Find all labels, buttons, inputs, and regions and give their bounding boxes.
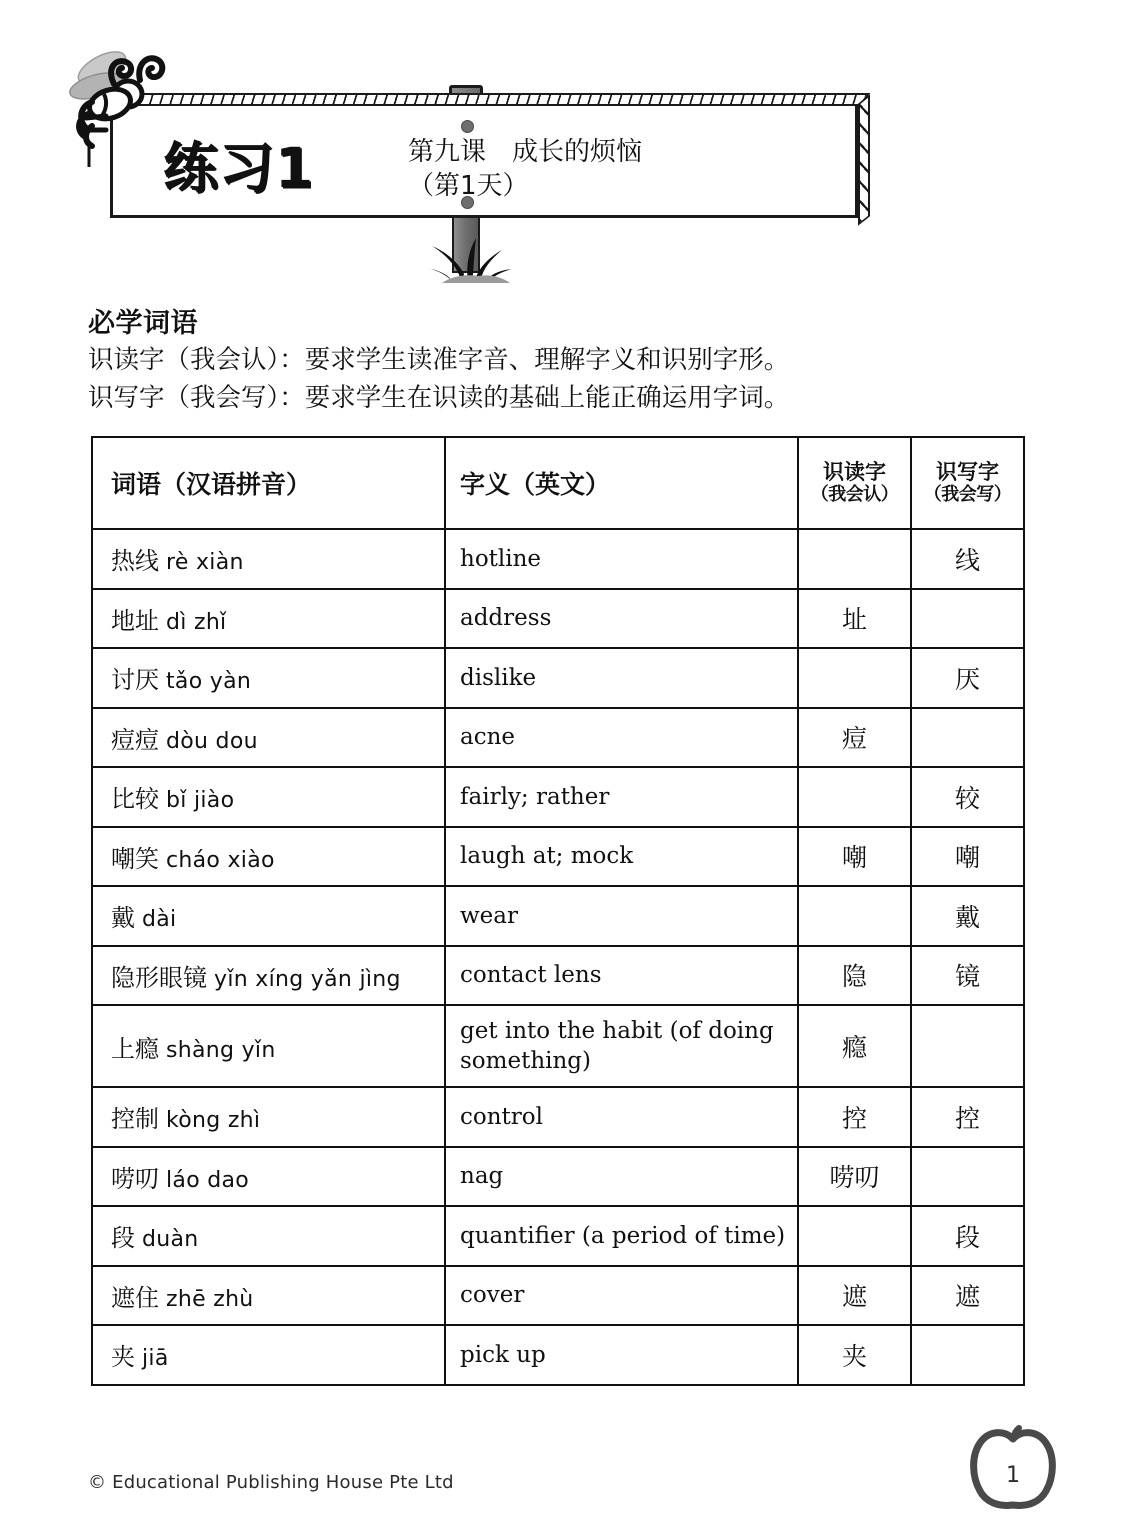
cell-word [92, 589, 445, 649]
cell-recognize-char: 隐 [798, 946, 911, 1006]
cell-meaning: quantifier (a period of time) [445, 1206, 798, 1266]
cell-meaning: laugh at; mock [445, 827, 798, 887]
cell-word [92, 1005, 445, 1087]
word-hanzi: 讨厌 [111, 666, 159, 695]
cell-recognize-char [798, 886, 911, 946]
cell-word [92, 1087, 445, 1147]
table-row [92, 1147, 1024, 1207]
cell-write-char [911, 589, 1024, 649]
cell-write-char: 戴 [911, 886, 1024, 946]
table-row [92, 529, 1024, 589]
word-pinyin: jiā [142, 1346, 169, 1372]
word-hanzi: 戴 [111, 904, 135, 933]
cell-recognize-char [798, 767, 911, 827]
cell-word [92, 767, 445, 827]
column-header-meaning: 字义（英文） [445, 437, 798, 529]
word-hanzi: 痘痘 [111, 725, 159, 754]
table-row [92, 1005, 1024, 1087]
cell-meaning: wear [445, 886, 798, 946]
column-header-recognize-main: 识读字 [823, 460, 886, 485]
cell-write-char [911, 708, 1024, 768]
cell-write-char: 厌 [911, 648, 1024, 708]
section-heading: 必学词语 [88, 308, 198, 339]
cell-meaning: nag [445, 1147, 798, 1207]
word-hanzi: 地址 [111, 606, 159, 635]
word-hanzi: 热线 [111, 547, 159, 576]
cell-write-char: 嘲 [911, 827, 1024, 887]
section-note-recognize: 识读字（我会认）：要求学生读准字音、理解字义和识别字形。 [88, 345, 790, 375]
cell-word [92, 529, 445, 589]
word-hanzi: 比较 [111, 785, 159, 814]
cell-meaning: acne [445, 708, 798, 768]
page-number: 1 [1006, 1463, 1020, 1488]
cell-meaning: fairly; rather [445, 767, 798, 827]
column-header-write [911, 437, 1024, 529]
cell-word [92, 1147, 445, 1207]
cell-word [92, 648, 445, 708]
grass-tuft [408, 228, 528, 283]
cell-meaning: dislike [445, 648, 798, 708]
cell-recognize-char: 瘾 [798, 1005, 911, 1087]
word-hanzi: 上瘾 [111, 1034, 159, 1063]
word-pinyin: duàn [142, 1227, 199, 1253]
word-hanzi: 遮住 [111, 1283, 159, 1312]
table-row [92, 827, 1024, 887]
cell-recognize-char: 嘲 [798, 827, 911, 887]
column-header-recognize-sub: （我会认） [810, 483, 899, 505]
word-hanzi: 夹 [111, 1343, 135, 1372]
signboard-header [0, 0, 1124, 300]
cell-word [92, 1325, 445, 1385]
table-header [92, 437, 1024, 529]
table-header-row [92, 437, 1024, 529]
word-pinyin: dài [142, 907, 177, 933]
word-pinyin: kòng zhì [166, 1108, 261, 1134]
table-row [92, 767, 1024, 827]
vocabulary-table [91, 436, 1025, 1386]
cell-word [92, 886, 445, 946]
lesson-day: （第1天） [408, 171, 529, 202]
cell-recognize-char: 遮 [798, 1266, 911, 1326]
cell-word [92, 1266, 445, 1326]
exercise-title: 练习1 [163, 136, 315, 200]
cell-write-char: 线 [911, 529, 1024, 589]
word-pinyin: dì zhǐ [166, 609, 227, 635]
table-row [92, 946, 1024, 1006]
cell-write-char [911, 1325, 1024, 1385]
word-pinyin: láo dao [166, 1167, 250, 1193]
cell-recognize-char: 痘 [798, 708, 911, 768]
word-hanzi: 控制 [111, 1105, 159, 1134]
copyright-text: © Educational Publishing House Pte Ltd [88, 1472, 454, 1493]
cell-word [92, 946, 445, 1006]
word-pinyin: zhē zhù [166, 1286, 254, 1312]
signboard-right-bevel [858, 94, 870, 225]
cell-write-char [911, 1005, 1024, 1087]
cell-meaning: address [445, 589, 798, 649]
cell-meaning: contact lens [445, 946, 798, 1006]
cell-meaning: get into the habit (of doing something) [445, 1005, 798, 1087]
cell-write-char: 镜 [911, 946, 1024, 1006]
cell-recognize-char: 唠叨 [798, 1147, 911, 1207]
signboard-rivet-top [461, 120, 474, 133]
cell-meaning: pick up [445, 1325, 798, 1385]
table-row [92, 1206, 1024, 1266]
bee-icon [62, 42, 197, 167]
cell-recognize-char: 控 [798, 1087, 911, 1147]
lesson-info [408, 135, 642, 204]
word-pinyin: tǎo yàn [166, 669, 252, 695]
word-pinyin: dòu dou [166, 728, 258, 754]
word-pinyin: cháo xiào [166, 847, 275, 873]
cell-write-char: 遮 [911, 1266, 1024, 1326]
cell-write-char: 段 [911, 1206, 1024, 1266]
cell-word [92, 1206, 445, 1266]
cell-recognize-char [798, 1206, 911, 1266]
column-header-word: 词语（汉语拼音） [92, 437, 445, 529]
cell-recognize-char [798, 529, 911, 589]
word-hanzi: 嘲笑 [111, 844, 159, 873]
cell-meaning: hotline [445, 529, 798, 589]
cell-write-char: 控 [911, 1087, 1024, 1147]
column-header-write-sub: （我会写） [923, 483, 1012, 505]
cell-write-char [911, 1147, 1024, 1207]
table-row [92, 708, 1024, 768]
column-header-write-main: 识写字 [936, 460, 999, 485]
cell-recognize-char [798, 648, 911, 708]
cell-write-char: 较 [911, 767, 1024, 827]
word-pinyin: bǐ jiào [166, 788, 235, 814]
word-hanzi: 唠叨 [111, 1164, 159, 1193]
cell-meaning: cover [445, 1266, 798, 1326]
cell-word [92, 708, 445, 768]
word-pinyin: rè xiàn [166, 550, 244, 576]
word-hanzi: 隐形眼镜 [111, 963, 207, 992]
table-row [92, 886, 1024, 946]
table-row [92, 589, 1024, 649]
cell-word [92, 827, 445, 887]
cell-recognize-char: 夹 [798, 1325, 911, 1385]
signboard-top-bevel [105, 93, 871, 106]
table-row [92, 1087, 1024, 1147]
cell-recognize-char: 址 [798, 589, 911, 649]
table-row [92, 648, 1024, 708]
table-row [92, 1325, 1024, 1385]
word-pinyin: shàng yǐn [166, 1037, 276, 1063]
word-pinyin: yǐn xíng yǎn jìng [214, 966, 401, 992]
word-hanzi: 段 [111, 1224, 135, 1253]
column-header-recognize [798, 437, 911, 529]
lesson-title: 第九课 成长的烦恼 [408, 137, 643, 167]
cell-meaning: control [445, 1087, 798, 1147]
section-note-write: 识写字（我会写）：要求学生在识读的基础上能正确运用字词。 [88, 383, 790, 413]
table-row [92, 1266, 1024, 1326]
table-body [92, 529, 1024, 1385]
